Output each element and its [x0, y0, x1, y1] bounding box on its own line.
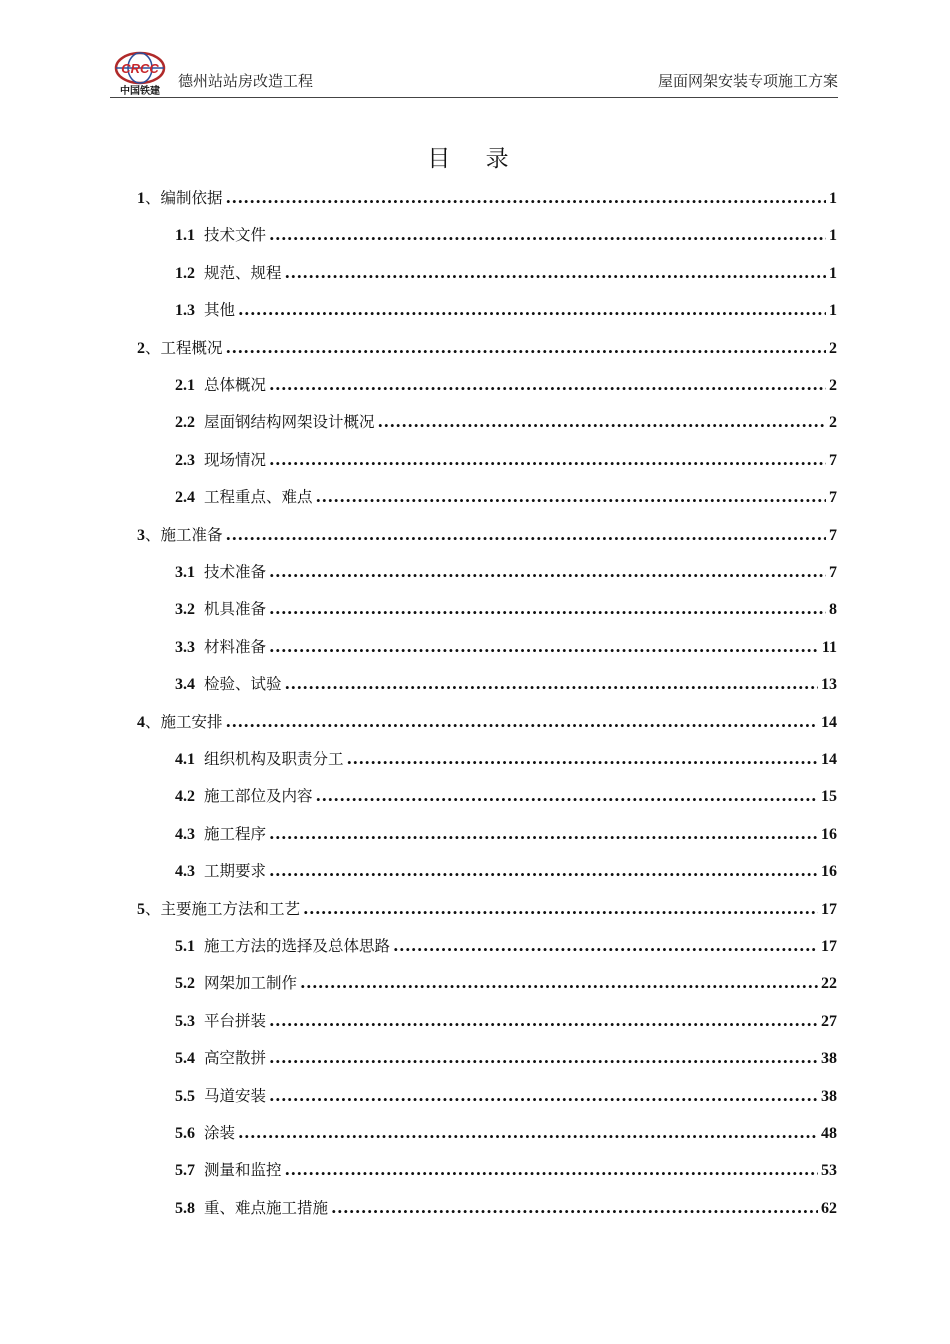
toc-entry-number: 3.4 [175, 676, 195, 694]
toc-entry-label: 网架加工制作 [204, 974, 298, 993]
toc-entry-number: 1.1 [175, 227, 195, 245]
toc-leader-dots [316, 487, 826, 506]
toc-entry-page: 1 [829, 302, 837, 320]
toc-entry-page: 7 [829, 451, 837, 469]
toc-entry[interactable] [175, 410, 837, 436]
toc-entry-label: 、编制依据 [145, 189, 223, 207]
toc-entry-number: 4.3 [175, 825, 195, 843]
toc-entry-label: 、工程概况 [145, 338, 223, 357]
toc-entry[interactable] [137, 186, 837, 212]
toc-entry-number: 5.8 [175, 1199, 195, 1217]
toc-entry-number: 1 [137, 190, 145, 207]
toc-entry-page: 7 [829, 526, 837, 544]
toc-entry[interactable] [137, 523, 837, 549]
toc-leader-dots [347, 749, 818, 768]
toc-entry-page: 11 [821, 638, 837, 656]
toc-entry-label: 检验、试验 [204, 675, 282, 694]
toc-leader-dots [300, 973, 818, 992]
toc-entry-page: 1 [829, 190, 837, 207]
toc-entry-number: 3 [137, 526, 145, 544]
toc-entry[interactable] [175, 223, 837, 249]
toc-entry-label: 高空散拼 [204, 1049, 267, 1068]
toc-entry-number: 4.3 [175, 863, 195, 881]
toc-entry-number: 2.3 [175, 451, 195, 469]
toc-entry-page: 1 [829, 264, 837, 282]
toc-entry-page: 2 [829, 339, 837, 357]
toc-entry-label: 组织机构及职责分工 [204, 750, 344, 768]
toc-entry-label: 材料准备 [204, 637, 267, 656]
toc-entry-label: 现场情况 [204, 450, 267, 469]
document-name: 屋面网架安装专项施工方案 [657, 72, 838, 90]
toc-entry-page: 13 [821, 676, 837, 694]
toc-entry-label: 技术准备 [204, 563, 267, 581]
toc-entry-number: 2.1 [175, 377, 195, 394]
page-header [110, 48, 838, 98]
toc-entry[interactable] [175, 560, 837, 586]
toc-entry-page: 7 [829, 564, 837, 581]
toc-entry-page: 22 [821, 975, 837, 993]
toc-entry-label: 施工部位及内容 [204, 787, 313, 806]
toc-entry-label: 屋面钢结构网架设计概况 [204, 413, 375, 432]
toc-entry-label: 施工程序 [204, 824, 267, 843]
toc-leader-dots [316, 786, 818, 805]
toc-entry-page: 14 [821, 713, 837, 731]
toc-entry[interactable] [175, 1084, 837, 1110]
toc-leader-dots [269, 861, 818, 880]
toc-entry-page: 16 [821, 863, 837, 881]
toc-entry-number: 1.3 [175, 302, 195, 320]
toc-leader-dots [269, 375, 826, 394]
toc-entry-number: 4.1 [175, 751, 195, 768]
toc-entry-page: 15 [821, 788, 837, 806]
toc-entry-number: 5.2 [175, 975, 195, 993]
toc-leader-dots [378, 412, 826, 431]
toc-leader-dots [303, 899, 818, 918]
toc-entry[interactable] [175, 485, 837, 511]
toc-entry[interactable] [175, 448, 837, 474]
toc-entry-label: 施工方法的选择及总体思路 [204, 937, 391, 955]
toc-entry[interactable] [175, 1196, 837, 1222]
toc-entry-page: 38 [821, 1087, 837, 1105]
toc-title: 目 录 [427, 146, 523, 172]
toc-leader-dots [226, 188, 826, 207]
toc-entry-page: 38 [821, 1050, 837, 1068]
project-name: 德州站站房改造工程 [178, 72, 314, 90]
toc-entry-page: 14 [821, 751, 837, 768]
toc-entry[interactable] [175, 822, 837, 848]
toc-leader-dots [285, 1160, 818, 1179]
toc-entry[interactable] [175, 261, 837, 287]
toc-entry-page: 27 [821, 1012, 837, 1030]
toc-entry-number: 5.3 [175, 1012, 195, 1030]
toc-entry[interactable] [175, 1046, 837, 1072]
toc-entry[interactable] [175, 1158, 837, 1184]
toc-entry-number: 4.2 [175, 788, 195, 806]
toc-entry[interactable] [175, 1121, 837, 1147]
toc-entry-number: 4 [137, 713, 145, 731]
toc-leader-dots [226, 525, 826, 544]
toc-entry-label: 其他 [204, 301, 236, 320]
toc-entry-label: 工期要求 [204, 862, 267, 881]
toc-leader-dots [269, 450, 826, 469]
toc-entry[interactable] [175, 971, 837, 997]
toc-entry-label: 机具准备 [204, 600, 267, 619]
toc-leader-dots [269, 1086, 818, 1105]
toc-entry-label: 重、难点施工措施 [204, 1198, 329, 1217]
toc-leader-dots [269, 824, 818, 843]
toc-entry-number: 5.5 [175, 1087, 195, 1105]
toc-leader-dots [269, 1011, 818, 1030]
toc-leader-dots [226, 338, 826, 357]
toc-entry-label: 规范、规程 [204, 263, 282, 282]
toc-entry-number: 3.3 [175, 638, 195, 656]
toc-entry-label: 技术文件 [204, 226, 267, 245]
toc-entry-label: 、主要施工方法和工艺 [145, 899, 301, 918]
toc-entry-label: 涂装 [204, 1124, 236, 1142]
toc-leader-dots [238, 1123, 818, 1142]
toc-entry[interactable] [175, 373, 837, 399]
toc-entry[interactable] [175, 934, 837, 960]
toc-entry[interactable] [175, 747, 837, 773]
toc-entry-label: 总体概况 [204, 376, 267, 394]
toc-entry-page: 62 [821, 1199, 837, 1217]
toc-entry-number: 2.4 [175, 489, 195, 507]
toc-entry-label: 平台拼装 [204, 1011, 267, 1030]
toc-entry-number: 2 [137, 339, 145, 357]
toc-entry-page: 17 [821, 938, 837, 955]
toc-leader-dots [269, 562, 826, 581]
toc-leader-dots [238, 300, 826, 319]
toc-entry-number: 5 [137, 900, 145, 918]
toc-entry-page: 2 [829, 414, 837, 432]
toc-entry[interactable] [137, 710, 837, 736]
toc-entry-label: 马道安装 [204, 1086, 267, 1105]
toc-entry-label: 、施工准备 [145, 525, 223, 544]
toc-entry-number: 5.7 [175, 1162, 195, 1180]
toc-entry-number: 2.2 [175, 414, 195, 432]
toc-entry[interactable] [175, 597, 837, 623]
logo-caption: 中国铁建 [120, 86, 160, 96]
toc-entry[interactable] [137, 897, 837, 923]
toc-entry-number: 5.4 [175, 1050, 195, 1068]
toc-entry-number: 3.1 [175, 564, 195, 581]
toc-leader-dots [269, 637, 819, 656]
toc-entry-page: 2 [829, 377, 837, 394]
toc-leader-dots [269, 1048, 818, 1067]
toc-entry-page: 1 [829, 227, 837, 245]
toc-entry-page: 8 [829, 601, 837, 619]
toc-entry-number: 3.2 [175, 601, 195, 619]
toc-entry[interactable] [175, 784, 837, 810]
toc-leader-dots [331, 1198, 818, 1217]
toc-entry-page: 48 [821, 1125, 837, 1142]
toc-entry-number: 5.1 [175, 938, 195, 955]
toc-entry-number: 1.2 [175, 264, 195, 282]
toc-entry-page: 7 [829, 489, 837, 507]
toc-entry-label: 测量和监控 [204, 1161, 282, 1180]
toc-entry[interactable] [175, 1009, 837, 1035]
toc-entry[interactable] [175, 672, 837, 698]
toc-entry-page: 16 [821, 825, 837, 843]
toc-entry[interactable] [175, 859, 837, 885]
toc-leader-dots [285, 674, 818, 693]
crcc-logo-icon [110, 48, 170, 96]
toc-entry-page: 53 [821, 1162, 837, 1180]
toc-entry-page: 17 [821, 900, 837, 918]
toc-entry-number: 5.6 [175, 1125, 195, 1142]
toc-entry-label: 工程重点、难点 [204, 488, 313, 507]
toc-leader-dots [269, 599, 826, 618]
toc-entry[interactable] [175, 298, 837, 324]
toc-entry-label: 、施工安排 [145, 712, 223, 731]
toc-entry[interactable] [137, 336, 837, 362]
toc-leader-dots [269, 225, 826, 244]
header-divider [110, 97, 838, 98]
logo-text: CRCC [121, 61, 159, 76]
toc-leader-dots [226, 712, 818, 731]
toc-leader-dots [285, 263, 826, 282]
toc-leader-dots [393, 936, 818, 955]
toc-entry[interactable] [175, 635, 837, 661]
